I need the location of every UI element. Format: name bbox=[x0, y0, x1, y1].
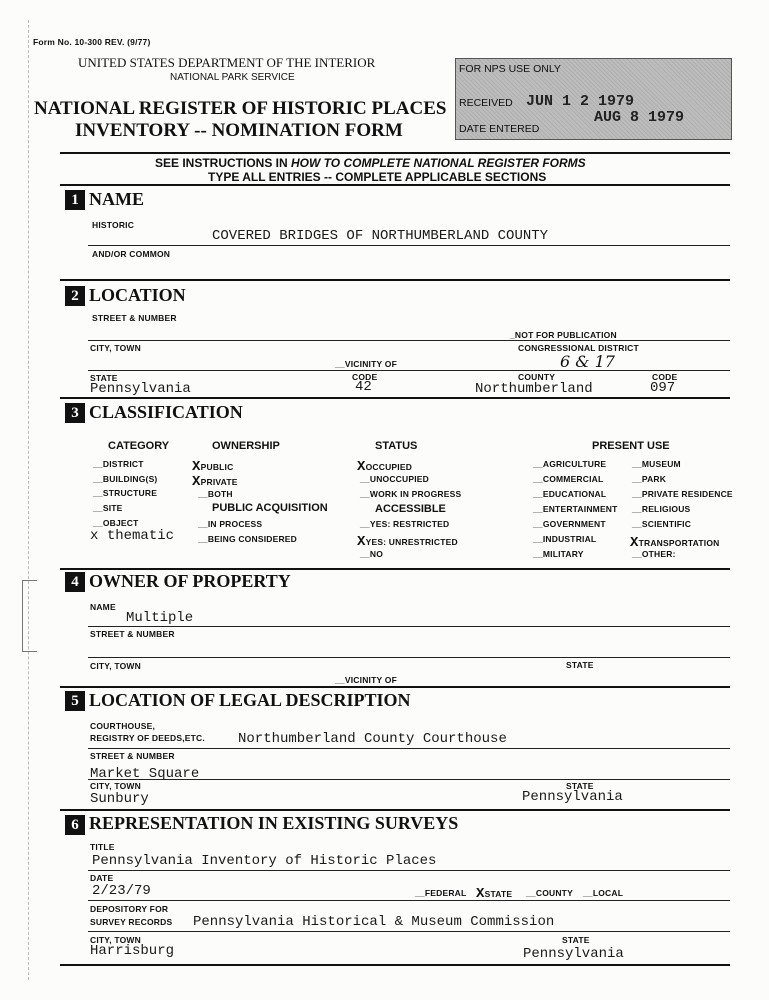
status-occupied: XOCCUPIED bbox=[357, 459, 413, 475]
survey-title-label: TITLE bbox=[90, 842, 115, 852]
nps-use-box bbox=[455, 58, 732, 140]
divider bbox=[60, 809, 730, 811]
courthouse-value: Northumberland County Courthouse bbox=[238, 731, 507, 747]
code2-label: CODE bbox=[652, 372, 678, 382]
ownership-private: XPRIVATE bbox=[192, 474, 238, 490]
survey-title-value: Pennsylvania Inventory of Historic Places bbox=[92, 853, 437, 869]
legal-state-label: STATE bbox=[566, 781, 594, 791]
acquisition-in-process: __IN PROCESS bbox=[198, 519, 263, 529]
legal-city-value: Sunbury bbox=[90, 791, 149, 807]
street-number-label: STREET & NUMBER bbox=[92, 313, 177, 323]
section-title-owner: OWNER OF PROPERTY bbox=[89, 571, 291, 591]
survey-state-label: STATE bbox=[562, 935, 590, 945]
survey-state-value: Pennsylvania bbox=[523, 946, 624, 962]
not-for-publication: _NOT FOR PUBLICATION bbox=[510, 330, 617, 340]
use-government: __GOVERNMENT bbox=[533, 519, 606, 529]
divider bbox=[60, 184, 730, 186]
service-name: NATIONAL PARK SERVICE bbox=[170, 72, 295, 83]
legal-street-value: Market Square bbox=[90, 766, 200, 782]
owner-state-label: STATE bbox=[566, 660, 594, 670]
status-unoccupied: __UNOCCUPIED bbox=[360, 474, 429, 484]
section-number: 3 bbox=[65, 403, 85, 423]
section-number: 2 bbox=[65, 286, 85, 306]
survey-date-label: DATE bbox=[90, 873, 114, 883]
section-number: 4 bbox=[65, 572, 85, 592]
divider bbox=[60, 964, 730, 966]
acquisition-being-considered: __BEING CONSIDERED bbox=[198, 534, 298, 544]
divider bbox=[60, 279, 730, 281]
ownership-heading: OWNERSHIP bbox=[212, 440, 280, 452]
ownership-both: __BOTH bbox=[198, 489, 233, 499]
section-number: 6 bbox=[65, 815, 85, 835]
divider bbox=[60, 686, 730, 688]
status-heading: STATUS bbox=[375, 440, 418, 452]
public-acquisition-heading: PUBLIC ACQUISITION bbox=[212, 502, 328, 514]
field-line bbox=[88, 900, 730, 901]
category-site: __SITE bbox=[93, 503, 123, 513]
category-structure: __STRUCTURE bbox=[93, 488, 158, 498]
section-title-location: LOCATION bbox=[89, 285, 186, 305]
use-entertainment: __ENTERTAINMENT bbox=[533, 504, 618, 514]
registry-label: REGISTRY OF DEEDS,ETC. bbox=[90, 733, 205, 743]
section-title-legal: LOCATION OF LEGAL DESCRIPTION bbox=[89, 690, 411, 710]
divider bbox=[60, 397, 730, 399]
historic-value: COVERED BRIDGES OF NORTHUMBERLAND COUNTY bbox=[212, 228, 549, 244]
historic-label: HISTORIC bbox=[92, 220, 135, 230]
survey-local: __LOCAL bbox=[583, 888, 624, 898]
courthouse-label: COURTHOUSE, bbox=[90, 721, 156, 731]
divider bbox=[60, 152, 730, 154]
survey-county: __COUNTY bbox=[526, 888, 573, 898]
nps-use-label: FOR NPS USE ONLY bbox=[459, 63, 561, 75]
category-thematic: x thematic bbox=[90, 528, 175, 544]
county-value: Northumberland bbox=[475, 381, 593, 397]
accessible-no: __NO bbox=[360, 549, 384, 559]
accessible-restricted: __YES: RESTRICTED bbox=[360, 519, 450, 529]
use-religious: __RELIGIOUS bbox=[632, 504, 691, 514]
field-line bbox=[88, 370, 730, 371]
code-label: CODE bbox=[352, 372, 378, 382]
depository-value: Pennsylvania Historical & Museum Commission bbox=[193, 914, 555, 930]
use-museum: __MUSEUM bbox=[632, 459, 681, 469]
legal-city-label: CITY, TOWN bbox=[90, 781, 141, 791]
use-private-residence: __PRIVATE RESIDENCE bbox=[632, 489, 733, 499]
category-heading: CATEGORY bbox=[108, 440, 170, 452]
survey-state: XSTATE bbox=[476, 886, 513, 902]
vicinity-label: __VICINITY OF bbox=[335, 359, 397, 369]
common-name-label: AND/OR COMMON bbox=[92, 249, 171, 259]
use-military: __MILITARY bbox=[533, 549, 584, 559]
instructions-line1: SEE INSTRUCTIONS IN HOW TO COMPLETE NATIONAL REGISTER FORMS bbox=[155, 156, 586, 170]
accessible-unrestricted: XYES: UNRESTRICTED bbox=[357, 534, 458, 550]
instructions-line2: TYPE ALL ENTRIES -- COMPLETE APPLICABLE SECTIONS bbox=[208, 170, 547, 184]
legal-state-value: Pennsylvania bbox=[522, 789, 623, 805]
section-title-classification: CLASSIFICATION bbox=[89, 402, 243, 422]
use-transportation: XTRANSPORTATION bbox=[630, 535, 720, 551]
status-work-in-progress: __WORK IN PROGRESS bbox=[360, 489, 462, 499]
entered-stamp: AUG 8 1979 bbox=[594, 109, 685, 126]
depository-label: DEPOSITORY FOR bbox=[90, 904, 169, 914]
field-line bbox=[88, 626, 730, 627]
section-number: 5 bbox=[65, 691, 85, 711]
department-name: UNITED STATES DEPARTMENT OF THE INTERIOR bbox=[78, 55, 376, 70]
category-object: __OBJECT bbox=[93, 518, 139, 528]
code-value: 42 bbox=[355, 379, 372, 395]
use-agriculture: __AGRICULTURE bbox=[533, 459, 607, 469]
owner-name-label: NAME bbox=[90, 602, 116, 612]
accessible-heading: ACCESSIBLE bbox=[375, 503, 446, 515]
state-label: STATE bbox=[90, 373, 118, 383]
form-number: Form No. 10-300 REV. (9/77) bbox=[33, 37, 151, 47]
divider bbox=[60, 568, 730, 570]
field-line bbox=[88, 931, 730, 932]
survey-city-value: Harrisburg bbox=[90, 943, 175, 959]
category-buildings: __BUILDING(S) bbox=[93, 474, 158, 484]
form-title-line1: NATIONAL REGISTER OF HISTORIC PLACES bbox=[34, 98, 447, 119]
owner-vicinity-label: __VICINITY OF bbox=[335, 675, 397, 685]
survey-date-value: 2/23/79 bbox=[92, 883, 151, 899]
field-line bbox=[88, 657, 730, 658]
category-district: __DISTRICT bbox=[93, 459, 144, 469]
survey-city-label: CITY, TOWN bbox=[90, 935, 141, 945]
survey-records-label: SURVEY RECORDS bbox=[90, 917, 173, 927]
section-number: 1 bbox=[65, 190, 85, 210]
scan-margin bbox=[28, 20, 29, 980]
received-stamp: JUN 1 2 1979 bbox=[526, 93, 635, 110]
ownership-public: XPUBLIC bbox=[192, 459, 234, 475]
present-use-heading: PRESENT USE bbox=[592, 440, 670, 452]
owner-street-label: STREET & NUMBER bbox=[90, 629, 175, 639]
congressional-district-value: 6 & 17 bbox=[560, 352, 615, 371]
owner-city-label: CITY, TOWN bbox=[90, 661, 141, 671]
field-line bbox=[88, 748, 730, 749]
use-park: __PARK bbox=[632, 474, 667, 484]
use-educational: __EDUCATIONAL bbox=[533, 489, 607, 499]
field-line bbox=[88, 779, 730, 780]
field-line bbox=[88, 340, 730, 341]
congressional-district-label: CONGRESSIONAL DISTRICT bbox=[518, 343, 639, 353]
field-line bbox=[88, 245, 730, 246]
use-scientific: __SCIENTIFIC bbox=[632, 519, 692, 529]
section-title-name: NAME bbox=[89, 189, 144, 209]
county-label: COUNTY bbox=[518, 372, 556, 382]
use-commercial: __COMMERCIAL bbox=[533, 474, 604, 484]
use-other: __OTHER: bbox=[632, 549, 676, 559]
form-title-line2: INVENTORY -- NOMINATION FORM bbox=[75, 120, 403, 141]
owner-name-value: Multiple bbox=[126, 610, 194, 626]
code2-value: 097 bbox=[650, 380, 676, 396]
date-entered-label: DATE ENTERED bbox=[459, 123, 540, 135]
binding-bracket bbox=[22, 580, 37, 652]
state-value: Pennsylvania bbox=[90, 381, 191, 397]
city-town-label: CITY, TOWN bbox=[90, 343, 141, 353]
field-line bbox=[88, 870, 730, 871]
section-title-surveys: REPRESENTATION IN EXISTING SURVEYS bbox=[89, 813, 459, 833]
survey-federal: __FEDERAL bbox=[415, 888, 467, 898]
legal-street-label: STREET & NUMBER bbox=[90, 751, 175, 761]
use-industrial: __INDUSTRIAL bbox=[533, 534, 597, 544]
received-label: RECEIVED bbox=[459, 97, 513, 109]
